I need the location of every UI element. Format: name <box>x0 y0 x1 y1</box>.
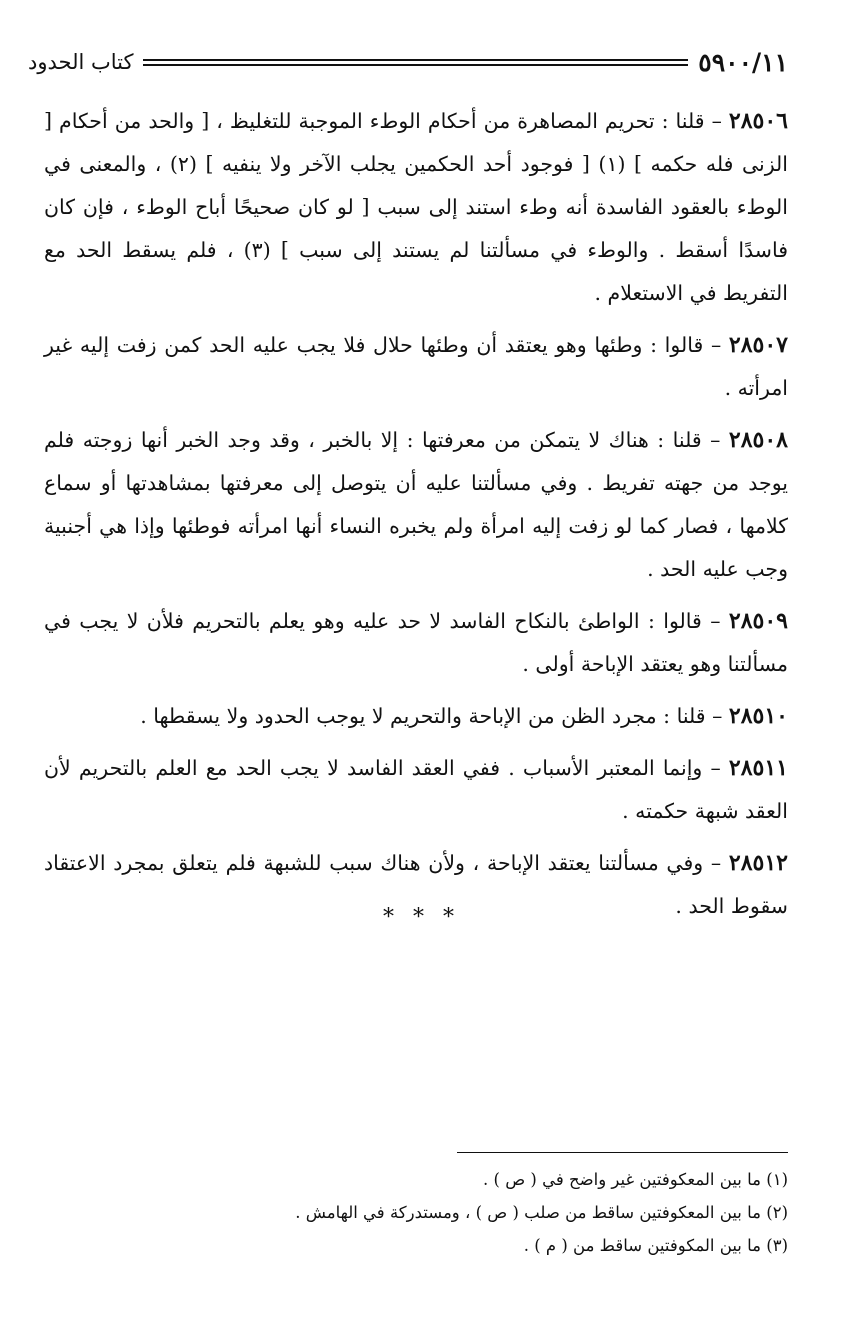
paragraph-number: ٢٨٥٠٦ <box>728 108 788 134</box>
dash-separator: – <box>710 428 721 452</box>
paragraph-text: قالوا : وطئها وهو يعتقد أن وطئها حلال فلا يجب عليه الحد كمن زفت إليه غير امرأته . <box>44 333 788 400</box>
header-rule <box>143 59 688 66</box>
footnote-rule <box>457 1152 788 1153</box>
paragraph <box>44 747 788 833</box>
footnotes <box>44 1163 788 1262</box>
paragraph-number: ٢٨٥٠٧ <box>728 332 788 358</box>
page-header <box>28 44 788 80</box>
page-number: ٥٩٠٠/١١ <box>698 47 788 77</box>
paragraph <box>44 600 788 686</box>
dash-separator: – <box>710 609 721 633</box>
dash-separator: – <box>710 851 722 875</box>
footnote: (٢) ما بين المعكوفتين ساقط من صلب ( ص ) ، ومستدركة في الهامش . <box>295 1203 788 1222</box>
paragraph-number: ٢٨٥٠٨ <box>728 427 788 453</box>
section-separator: * * * <box>383 905 460 930</box>
book-title: كتاب الحدود <box>28 50 134 74</box>
paragraph <box>44 419 788 591</box>
dash-separator: – <box>710 333 722 357</box>
paragraph <box>44 100 788 315</box>
dash-separator: – <box>711 109 722 133</box>
paragraph-text: قلنا : هناك لا يتمكن من معرفتها : إلا بالخبر ، وقد وجد الخبر أنها زوجته فلم يوجد من جهته تفريط . وفي مسألتنا عليه أن يتوصل إلى معرفتها بمشاهدتها أو سماع كلامها ، فصار كما لو زفت إليه امرأة ولم يخبره النساء أنها امرأته فوطئها وإذا هي أجنبية وجب عليه الحد . <box>44 428 788 581</box>
paragraph-text: وفي مسألتنا يعتقد الإباحة ، ولأن هناك سبب للشبهة فلم يتعلق بمجرد الاعتقاد سقوط الحد . <box>44 851 788 918</box>
paragraph-text: قلنا : مجرد الظن من الإباحة والتحريم لا يوجب الحدود ولا يسقطها . <box>140 704 706 728</box>
paragraph-number: ٢٨٥١٢ <box>728 850 788 876</box>
paragraph-number: ٢٨٥١٠ <box>728 703 788 729</box>
main-text <box>44 100 788 937</box>
dash-separator: – <box>710 756 721 780</box>
paragraph-number: ٢٨٥١١ <box>728 755 788 781</box>
paragraph-text: وإنما المعتبر الأسباب . ففي العقد الفاسد لا يجب الحد مع العلم بالتحريم لأن العقد شبهة حكمته . <box>44 756 788 823</box>
dash-separator: – <box>712 704 723 728</box>
paragraph-text: قالوا : الواطئ بالنكاح الفاسد لا حد عليه وهو يعلم بالتحريم فلأن لا يجب في مسألتنا وهو يعتقد الإباحة أولى . <box>44 609 788 676</box>
paragraph <box>44 695 788 738</box>
footnote: (٣) ما بين المكوفتين ساقط من ( م ) . <box>523 1236 788 1255</box>
paragraph-number: ٢٨٥٠٩ <box>728 608 788 634</box>
footnote: (١) ما بين المعكوفتين غير واضح في ( ص ) . <box>483 1170 788 1189</box>
paragraph-text: قلنا : تحريم المصاهرة من أحكام الوطء الموجبة للتغليظ ، [ والحد من أحكام [ الزنى فله حكمه ] (١) [ فوجود أحد الحكمين يجلب الآخر ولا ينفيه ] (٢) ، والمعنى في الوطء بالعقود الفاسدة أنه وطء استند إلى سبب [ لو كان صحيحًا أباح الوطء ، فإن كان فاسدًا أسقط . والوطء في مسألتنا لم يستند إلى سبب ] (٣) ، فلم يسقط الحد مع التفريط في الاستعلام . <box>44 109 788 305</box>
paragraph <box>44 324 788 410</box>
